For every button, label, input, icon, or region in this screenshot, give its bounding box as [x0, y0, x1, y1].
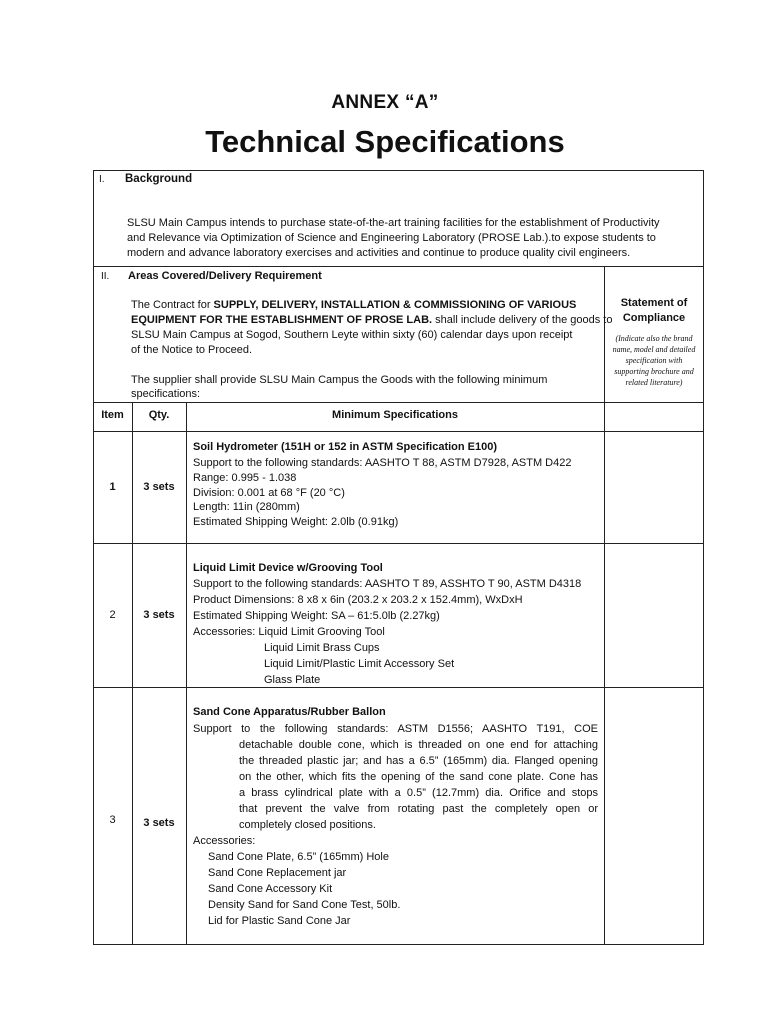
compliance-heading-line-2: Compliance: [622, 312, 686, 324]
column-divider-compliance: [604, 266, 605, 945]
supplier-line-2: specifications:: [131, 388, 201, 400]
row-2-accessory: Liquid Limit/Plastic Limit Accessory Set: [264, 658, 455, 670]
row-2-accessory: Liquid Limit Brass Cups: [264, 642, 380, 654]
row-3-description-line: on the other, which fits the opening of the sand cone plate. Cone has: [239, 771, 598, 783]
row-3-item: 3: [109, 814, 116, 826]
compliance-heading: [606, 296, 702, 326]
contract-line-4: of the Notice to Proceed.: [131, 344, 253, 356]
compliance-heading-line-1: Statement of: [620, 297, 688, 309]
row-1-title: Soil Hydrometer (151H or 152 in ASTM Specification E100): [193, 441, 498, 453]
row-3-title: Sand Cone Apparatus/Rubber Ballon: [193, 706, 386, 718]
divider-row-2: [93, 687, 704, 688]
section-heading-areas: Areas Covered/Delivery Requirement: [128, 270, 322, 282]
row-3-description-line: a brass cylindrical plate with a 0.5” (12.7mm) dia. Orifice and stops: [239, 787, 598, 799]
annex-label: ANNEX “A”: [331, 92, 439, 113]
row-3-description-line: completely closed positions.: [239, 819, 376, 831]
column-divider-qty: [186, 402, 187, 945]
row-2-line: Estimated Shipping Weight: SA – 61:5.0lb (2.27kg): [193, 610, 440, 622]
row-2-accessory: Glass Plate: [264, 674, 321, 686]
section-number-background: I.: [99, 174, 105, 185]
divider-header: [93, 431, 704, 432]
background-line-2: and Relevance via Optimization of Science and Engineering Laboratory (PROSE Lab.).to expose students to: [127, 232, 656, 244]
row-3-description-line: the threaded plastic jar; and has a 6.5” (165mm) dia. Flanged opening: [239, 755, 598, 767]
divider-areas: [93, 402, 704, 403]
row-1-line: Support to the following standards: AASHTO T 88, ASTM D7928, ASTM D422: [193, 457, 572, 469]
row-2-line: Product Dimensions: 8 x8 x 6in (203.2 x 203.2 x 152.4mm), WxDxH: [193, 594, 523, 606]
compliance-note: (Indicate also the brand name, model and detailed specification with supporting brochure and related literature): [612, 334, 696, 387]
contract-line-3: SLSU Main Campus at Sogod, Southern Leyte within sixty (60) calendar days upon receipt: [131, 329, 573, 341]
row-3-accessory: Sand Cone Replacement jar: [208, 867, 347, 879]
row-3-accessories-label: Accessories:: [193, 835, 256, 847]
page-title: Technical Specifications: [205, 124, 565, 159]
section-number-areas: II.: [101, 271, 110, 282]
row-3-description-line: that prevent the valve from rotating past the completely open or: [239, 803, 598, 815]
row-3-standards-line: Support to the following standards: ASTM D1556; AASHTO T191, COE: [193, 723, 598, 735]
row-3-accessory: Lid for Plastic Sand Cone Jar: [208, 915, 351, 927]
row-3-accessory: Density Sand for Sand Cone Test, 50lb.: [208, 899, 401, 911]
contract-line-1: The Contract for SUPPLY, DELIVERY, INSTALLATION & COMMISSIONING OF VARIOUS: [131, 299, 577, 311]
row-2-item: 2: [109, 609, 116, 621]
row-3-accessory: Sand Cone Accessory Kit: [208, 883, 333, 895]
row-1-line: Division: 0.001 at 68 °F (20 °C): [193, 487, 345, 499]
supplier-line-1: The supplier shall provide SLSU Main Campus the Goods with the following minimum: [131, 374, 548, 386]
background-line-3: modern and advance laboratory exercises and activities and continue to produce quality civil engineers.: [127, 247, 631, 259]
header-spec: Minimum Specifications: [332, 409, 458, 421]
contract-line-2: EQUIPMENT FOR THE ESTABLISHMENT OF PROSE LAB. shall include delivery of the goods to: [131, 314, 613, 326]
header-qty: Qty.: [148, 409, 170, 421]
section-heading-background: Background: [125, 173, 193, 185]
row-3-accessory: Sand Cone Plate, 6.5” (165mm) Hole: [208, 851, 389, 863]
row-2-qty: 3 sets: [143, 609, 175, 621]
row-1-qty: 3 sets: [143, 481, 175, 493]
row-2-line: Support to the following standards: AASHTO T 89, ASSHTO T 90, ASTM D4318: [193, 578, 582, 590]
row-1-line: Range: 0.995 - 1.038: [193, 472, 297, 484]
header-item: Item: [101, 409, 124, 421]
row-2-line: Accessories: Liquid Limit Grooving Tool: [193, 626, 385, 638]
row-3-qty: 3 sets: [143, 817, 175, 829]
row-1-line: Length: 11in (280mm): [193, 501, 300, 513]
row-3-description-line: detachable double cone, which is threaded on one end for attaching: [239, 739, 598, 751]
row-1-item: 1: [109, 481, 116, 493]
background-line-1: SLSU Main Campus intends to purchase state-of-the-art training facilities for the establishment of Productivity: [127, 217, 660, 229]
divider-row-1: [93, 543, 704, 544]
row-1-line: Estimated Shipping Weight: 2.0lb (0.91kg): [193, 516, 399, 528]
divider-background: [93, 266, 704, 267]
row-2-title: Liquid Limit Device w/Grooving Tool: [193, 562, 383, 574]
